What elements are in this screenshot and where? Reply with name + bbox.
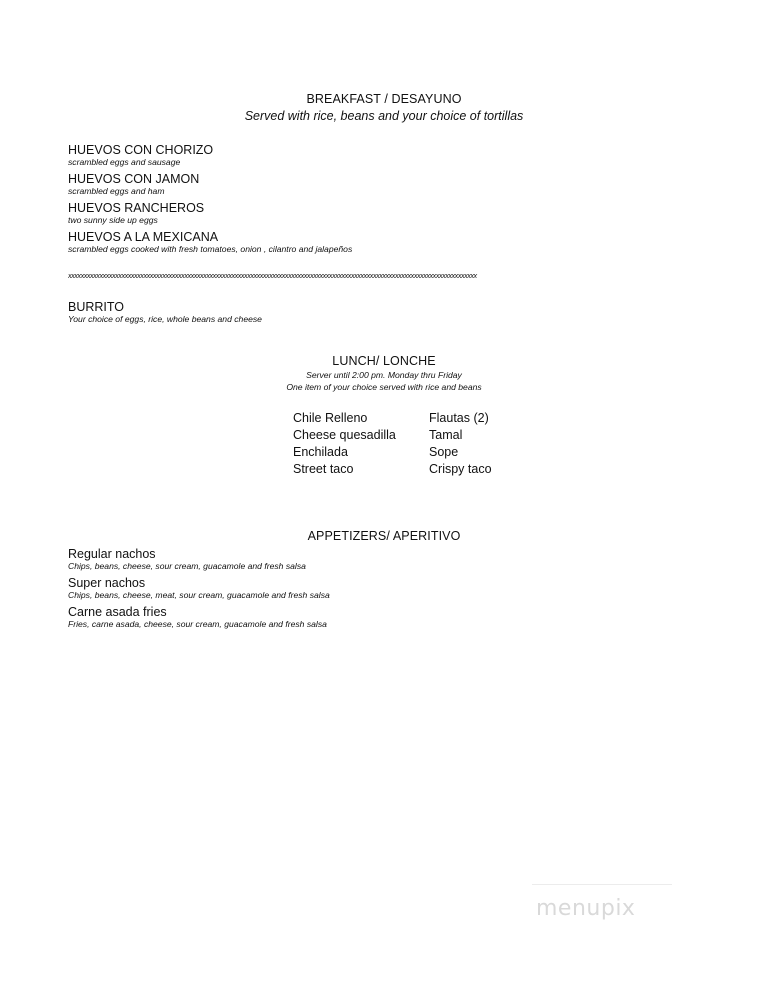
item-description: two sunny side up eggs (68, 215, 158, 225)
burrito-item (68, 300, 262, 325)
lunch-note-hours: Server until 2:00 pm. Monday thru Friday (306, 370, 462, 380)
appetizers-title: APPETIZERS/ APERITIVO (307, 529, 461, 543)
item-description: scrambled eggs and ham (68, 186, 165, 196)
breakfast-item (68, 230, 352, 255)
item-description: Chips, beans, cheese, sour cream, guacamole and fresh salsa (68, 561, 306, 571)
lunch-item: Crispy taco (429, 462, 492, 476)
breakfast-title: BREAKFAST / DESAYUNO (306, 92, 462, 106)
lunch-note-served: One item of your choice served with rice and beans (286, 382, 482, 392)
breakfast-item (68, 201, 204, 226)
item-name: HUEVOS CON CHORIZO (68, 143, 214, 157)
lunch-item: Flautas (2) (429, 411, 489, 425)
item-name: Regular nachos (68, 547, 156, 561)
item-name: Carne asada fries (68, 605, 167, 619)
lunch-title: LUNCH/ LONCHE (332, 354, 436, 368)
separator-line: xxxxxxxxxxxxxxxxxxxxxxxxxxxxxxxxxxxxxxxxxxxxxxxxxxxxxxxxxxxxxxxxxxxxxxxxxxxxxxxxxxxxxxxxxxxxxxxxxxxxxxxxxxxxxxxxxxxxxxxxxxxxxxxxxx (68, 271, 477, 280)
item-description: Your choice of eggs, rice, whole beans and cheese (68, 314, 262, 324)
item-description: Fries, carne asada, cheese, sour cream, guacamole and fresh salsa (68, 619, 327, 629)
appetizer-item (68, 576, 330, 601)
lunch-item: Enchilada (293, 445, 348, 459)
item-name: HUEVOS CON JAMON (68, 172, 200, 186)
appetizer-item (68, 605, 327, 630)
lunch-items-grid (293, 411, 549, 477)
lunch-item: Cheese quesadilla (293, 428, 396, 442)
breakfast-subtitle: Served with rice, beans and your choice of tortillas (244, 109, 524, 123)
item-description: scrambled eggs cooked with fresh tomatoes, onion , cilantro and jalapeños (68, 244, 353, 254)
lunch-item: Street taco (293, 462, 354, 476)
lunch-item: Tamal (429, 428, 463, 442)
watermark-logo: menupix (536, 896, 636, 921)
breakfast-item (68, 143, 213, 168)
breakfast-item (68, 172, 199, 197)
item-name: BURRITO (68, 300, 125, 314)
item-description: Chips, beans, cheese, meat, sour cream, guacamole and fresh salsa (68, 590, 330, 600)
item-name: Super nachos (68, 576, 146, 590)
watermark-divider (532, 884, 672, 885)
item-name: HUEVOS RANCHEROS (68, 201, 205, 215)
item-name: HUEVOS A LA MEXICANA (68, 230, 219, 244)
lunch-item: Sope (429, 445, 459, 459)
appetizer-item (68, 547, 306, 572)
item-description: scrambled eggs and sausage (68, 157, 181, 167)
lunch-item: Chile Relleno (293, 411, 368, 425)
